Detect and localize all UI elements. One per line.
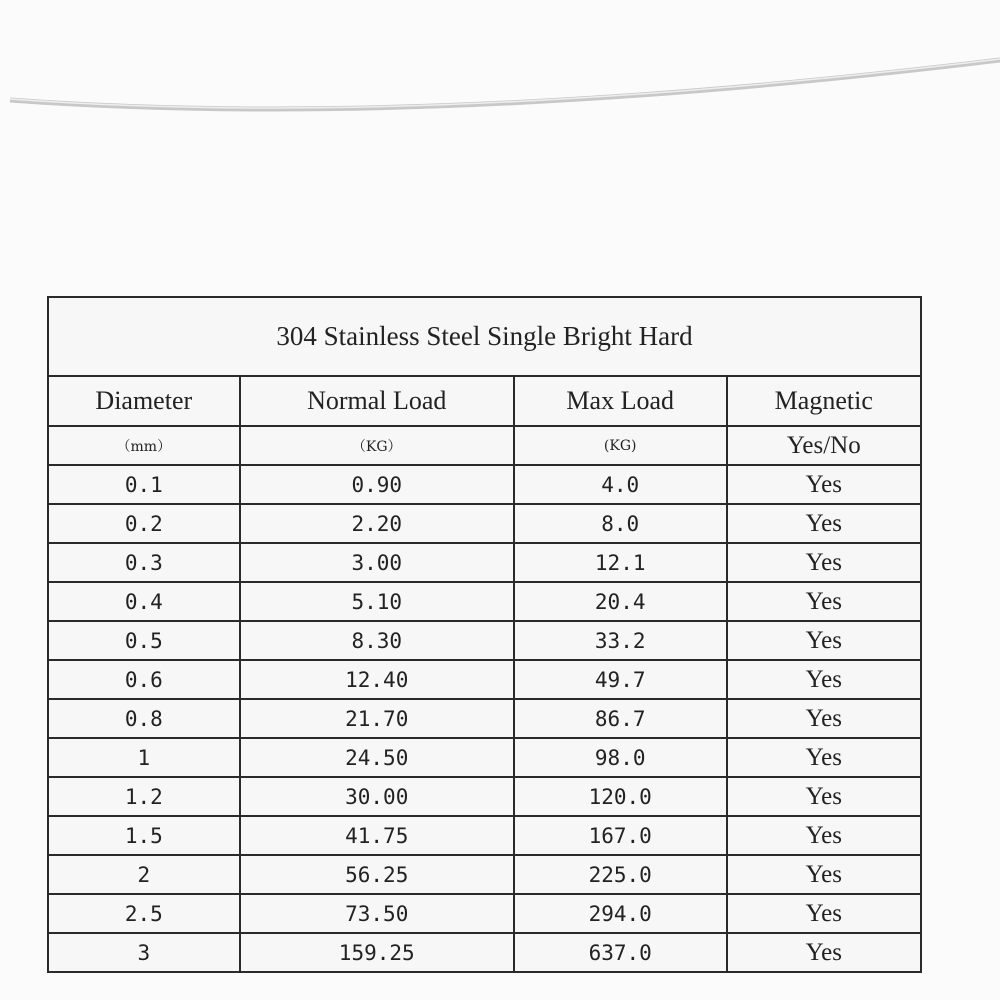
table-row <box>48 621 921 660</box>
cell-diameter: 1.2 <box>48 777 240 816</box>
cell-normal-load: 0.90 <box>240 465 514 504</box>
header-diameter: Diameter <box>48 376 240 426</box>
table-row <box>48 777 921 816</box>
cell-diameter: 0.6 <box>48 660 240 699</box>
cell-max-load: 4.0 <box>514 465 727 504</box>
cell-diameter: 0.1 <box>48 465 240 504</box>
cell-max-load: 33.2 <box>514 621 727 660</box>
cell-normal-load: 73.50 <box>240 894 514 933</box>
cell-normal-load: 30.00 <box>240 777 514 816</box>
cell-diameter: 0.5 <box>48 621 240 660</box>
cell-max-load: 225.0 <box>514 855 727 894</box>
cell-diameter: 0.2 <box>48 504 240 543</box>
cell-max-load: 86.7 <box>514 699 727 738</box>
cell-magnetic: Yes <box>727 543 921 582</box>
table-row <box>48 582 921 621</box>
header-normal-load: Normal Load <box>240 376 514 426</box>
cell-diameter: 2.5 <box>48 894 240 933</box>
table-row <box>48 855 921 894</box>
cell-normal-load: 5.10 <box>240 582 514 621</box>
cell-normal-load: 12.40 <box>240 660 514 699</box>
cell-diameter: 0.4 <box>48 582 240 621</box>
table-row <box>48 660 921 699</box>
unit-normal-load: （KG） <box>240 426 514 465</box>
cell-max-load: 49.7 <box>514 660 727 699</box>
cell-magnetic: Yes <box>727 816 921 855</box>
table-row <box>48 699 921 738</box>
cell-max-load: 167.0 <box>514 816 727 855</box>
unit-row <box>48 426 921 465</box>
cell-diameter: 3 <box>48 933 240 972</box>
cell-magnetic: Yes <box>727 582 921 621</box>
cell-normal-load: 21.70 <box>240 699 514 738</box>
cell-magnetic: Yes <box>727 894 921 933</box>
cell-diameter: 2 <box>48 855 240 894</box>
spec-table <box>47 296 922 973</box>
table-row <box>48 465 921 504</box>
cell-magnetic: Yes <box>727 738 921 777</box>
cell-normal-load: 159.25 <box>240 933 514 972</box>
cell-max-load: 120.0 <box>514 777 727 816</box>
table-row <box>48 816 921 855</box>
cell-normal-load: 2.20 <box>240 504 514 543</box>
table-row <box>48 933 921 972</box>
cell-magnetic: Yes <box>727 465 921 504</box>
cell-diameter: 1.5 <box>48 816 240 855</box>
cell-normal-load: 41.75 <box>240 816 514 855</box>
table-row <box>48 543 921 582</box>
cell-magnetic: Yes <box>727 777 921 816</box>
header-max-load: Max Load <box>514 376 727 426</box>
cell-max-load: 8.0 <box>514 504 727 543</box>
table-title: 304 Stainless Steel Single Bright Hard <box>48 297 921 376</box>
unit-diameter: （mm） <box>48 426 240 465</box>
cell-max-load: 12.1 <box>514 543 727 582</box>
table-row <box>48 738 921 777</box>
cell-max-load: 98.0 <box>514 738 727 777</box>
cell-magnetic: Yes <box>727 660 921 699</box>
cell-max-load: 637.0 <box>514 933 727 972</box>
cell-max-load: 294.0 <box>514 894 727 933</box>
unit-max-load: (KG) <box>514 426 727 465</box>
cell-magnetic: Yes <box>727 699 921 738</box>
header-magnetic: Magnetic <box>727 376 921 426</box>
table-row <box>48 504 921 543</box>
cell-magnetic: Yes <box>727 504 921 543</box>
cell-normal-load: 24.50 <box>240 738 514 777</box>
cell-magnetic: Yes <box>727 933 921 972</box>
cell-normal-load: 8.30 <box>240 621 514 660</box>
unit-magnetic: Yes/No <box>727 426 921 465</box>
cell-normal-load: 56.25 <box>240 855 514 894</box>
cell-max-load: 20.4 <box>514 582 727 621</box>
header-row <box>48 376 921 426</box>
cell-normal-load: 3.00 <box>240 543 514 582</box>
table-row <box>48 894 921 933</box>
steel-wire-image <box>0 0 1000 200</box>
cell-magnetic: Yes <box>727 621 921 660</box>
cell-diameter: 1 <box>48 738 240 777</box>
cell-diameter: 0.3 <box>48 543 240 582</box>
cell-diameter: 0.8 <box>48 699 240 738</box>
cell-magnetic: Yes <box>727 855 921 894</box>
